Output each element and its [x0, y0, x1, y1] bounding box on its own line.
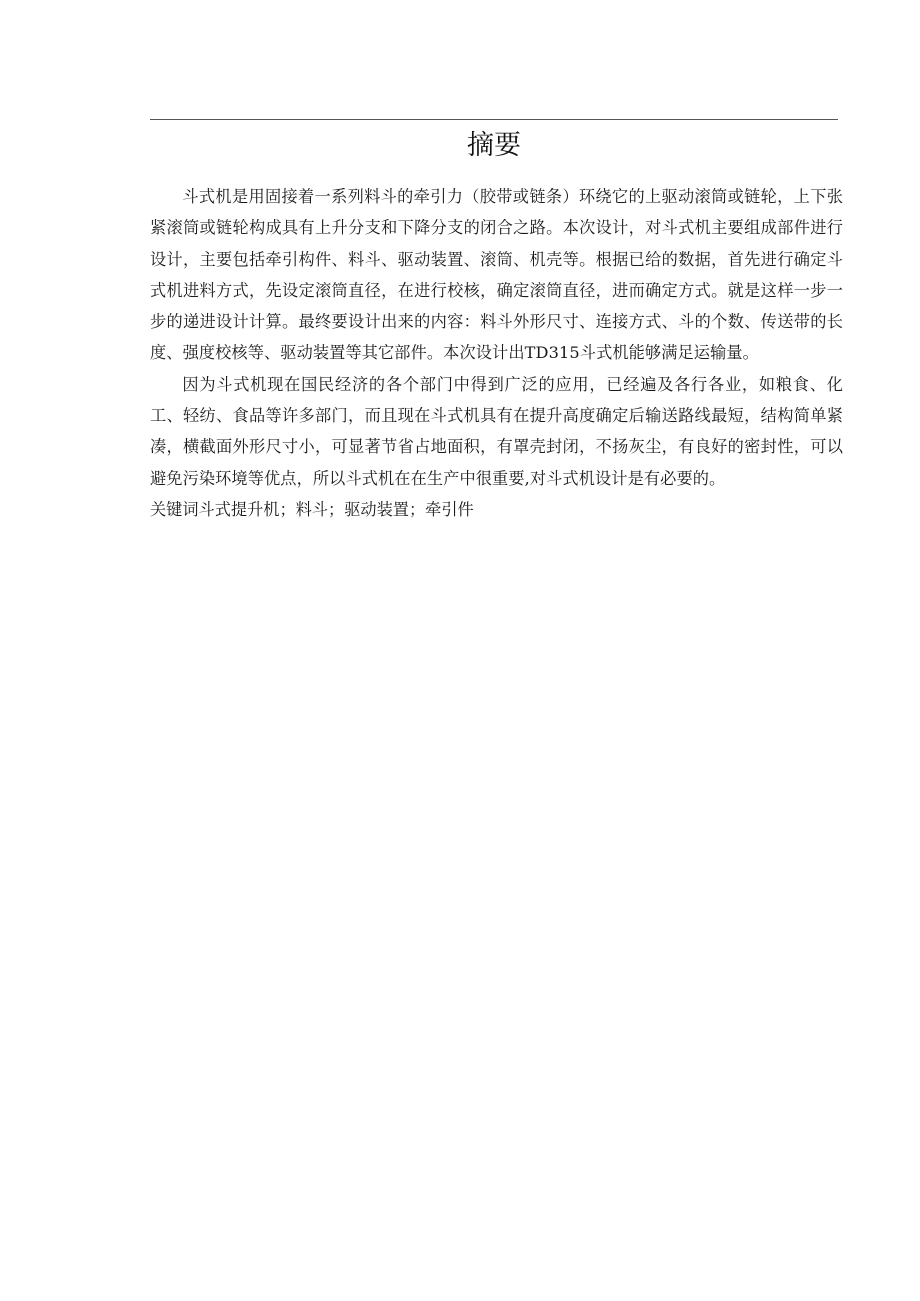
page-title: 摘要 [467, 130, 521, 161]
abstract-body [150, 181, 843, 525]
keywords-line: 关键词斗式提升机；料斗；驱动装置；牵引件 [150, 499, 474, 519]
header-rule [150, 119, 838, 120]
abstract-paragraph-1: 斗式机是用固接着一系列料斗的牵引力（胶带或链条）环绕它的上驱动滚筒或链轮，上下张紧滚筒或链轮构成具有上升分支和下降分支的闭合之路。本次设计，对斗式机主要组成部件进行设计，主要包括牵引构件、料斗、驱动装置、滚筒、机壳等。根据已给的数据，首先进行确定斗式机进料方式，先设定滚筒直径，在进行校核，确定滚筒直径，进而确定方式。就是这样一步一步的递进设计计算。最终要设计出来的内容：料斗外形尺寸、连接方式、斗的个数、传送带的长度、强度校核等、驱动装置等其它部件。本次设计出TD315斗式机能够满足运输量。 [150, 187, 843, 363]
abstract-paragraph-2: 因为斗式机现在国民经济的各个部门中得到广泛的应用，已经遍及各行各业，如粮食、化工、轻纺、食品等许多部门，而且现在斗式机具有在提升高度确定后输送路线最短，结构简单紧凑，横截面外形尺寸小，可显著节省占地面积，有罩壳封闭，不扬灰尘，有良好的密封性，可以避免污染环境等优点，所以斗式机在在生产中很重要,对斗式机设计是有必要的。 [150, 374, 843, 488]
